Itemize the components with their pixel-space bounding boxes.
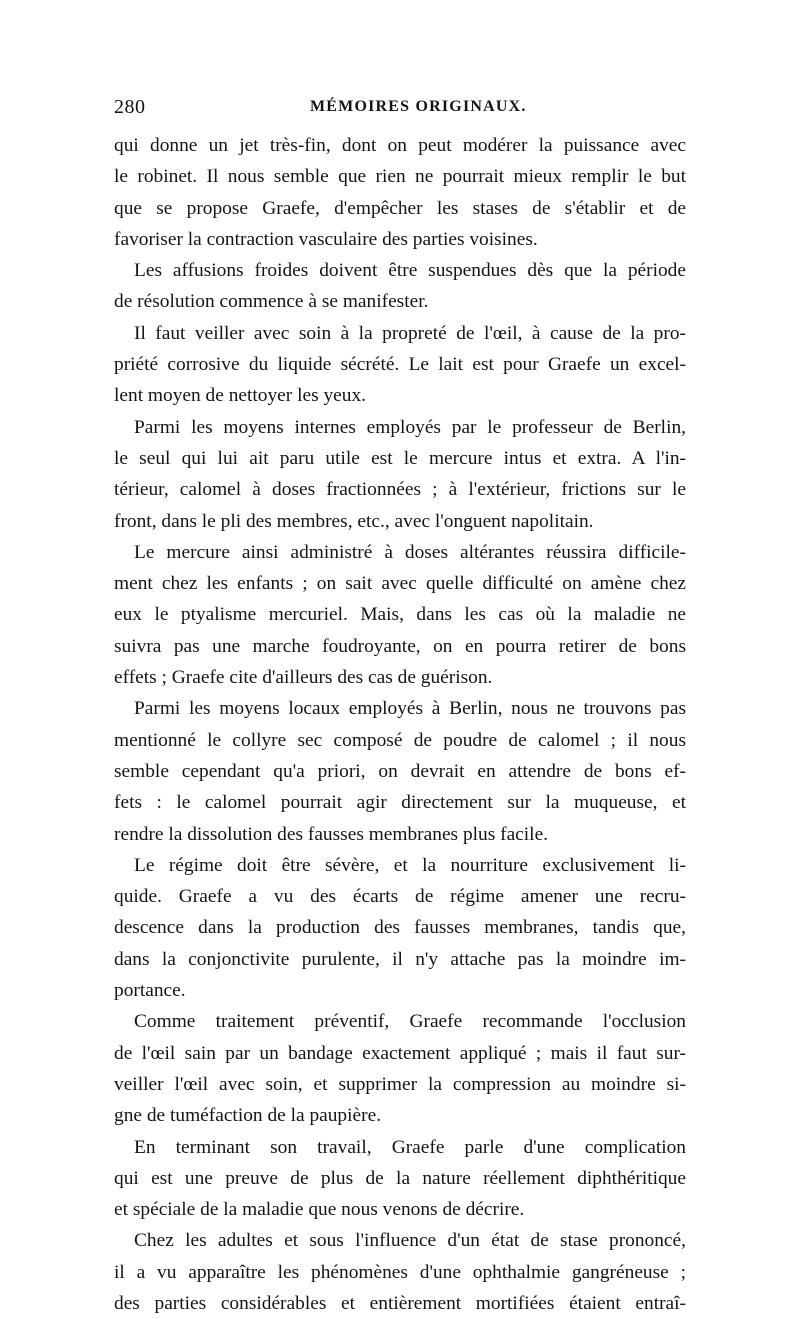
text-line: veiller l'œil avec soin, et supprimer la compression au moindre si-	[114, 1073, 686, 1095]
text-line: et spéciale de la maladie que nous venons de décrire.	[114, 1199, 525, 1221]
text-line: térieur, calomel à doses fractionnées ; à l'extérieur, frictions sur le	[114, 479, 686, 501]
text-line: le robinet. Il nous semble que rien ne pourrait mieux remplir le but	[114, 166, 686, 188]
text-line: Le régime doit être sévère, et la nourriture exclusivement li-	[134, 854, 686, 876]
text-line: Chez les adultes et sous l'influence d'un état de stase prononcé,	[134, 1230, 686, 1252]
text-line: rendre la dissolution des fausses membranes plus facile.	[114, 823, 549, 845]
text-line: priété corrosive du liquide sécrété. Le lait est pour Graefe un excel-	[114, 354, 686, 376]
text-line: ment chez les enfants ; on sait avec quelle difficulté on amène chez	[114, 573, 686, 595]
text-line: eux le ptyalisme mercuriel. Mais, dans les cas où la maladie ne	[114, 604, 686, 626]
text-line: front, dans le pli des membres, etc., avec l'onguent napolitain.	[114, 510, 594, 532]
text-line: Parmi les moyens internes employés par le professeur de Berlin,	[134, 416, 686, 438]
text-line: Les affusions froides doivent être suspendues dès que la période	[134, 260, 686, 282]
text-line: favoriser la contraction vasculaire des parties voisines.	[114, 228, 538, 250]
text-line: quide. Graefe a vu des écarts de régime amener une recru-	[114, 886, 686, 908]
text-line: portance.	[114, 980, 186, 1002]
text-line: qui est une preuve de plus de la nature réellement diphthéritique	[114, 1167, 686, 1189]
text-line: des parties considérables et entièrement mortifiées étaient entraî-	[114, 1292, 686, 1314]
text-line: lent moyen de nettoyer les yeux.	[114, 385, 367, 407]
text-line: il a vu apparaître les phénomènes d'une ophthalmie gangréneuse ;	[114, 1261, 686, 1283]
text-line: que se propose Graefe, d'empêcher les stases de s'établir et de	[114, 197, 686, 219]
text-line: En terminant son travail, Graefe parle d'une complication	[134, 1136, 686, 1158]
body-text	[114, 130, 686, 1319]
text-line: Comme traitement préventif, Graefe recommande l'occlusion	[134, 1011, 686, 1033]
page-header	[114, 96, 692, 124]
page-number: 280	[114, 96, 146, 118]
text-line: qui donne un jet très-fin, dont on peut modérer la puissance avec	[114, 135, 686, 156]
text-line: Parmi les moyens locaux employés à Berlin, nous ne trouvons pas	[134, 698, 686, 720]
text-line: suivra pas une marche foudroyante, on en pourra retirer de bons	[114, 635, 686, 657]
text-line: le seul qui lui ait paru utile est le mercure intus et extra. A l'in-	[114, 447, 686, 469]
text-line: Il faut veiller avec soin à la propreté de l'œil, à cause de la pro-	[134, 322, 686, 344]
text-line: de l'œil sain par un bandage exactement appliqué ; mais il faut sur-	[114, 1042, 686, 1064]
text-line: gne de tuméfaction de la paupière.	[114, 1105, 382, 1127]
text-line: Le mercure ainsi administré à doses altérantes réussira difficile-	[134, 541, 686, 563]
text-line: semble cependant qu'a priori, on devrait en attendre de bons ef-	[114, 760, 686, 782]
text-line: dans la conjonctivite purulente, il n'y attache pas la moindre im-	[114, 948, 686, 970]
text-line: fets : le calomel pourrait agir directement sur la muqueuse, et	[114, 792, 686, 814]
text-line: effets ; Graefe cite d'ailleurs des cas de guérison.	[114, 667, 493, 689]
text-line: mentionné le collyre sec composé de poudre de calomel ; il nous	[114, 729, 686, 751]
text-line: de résolution commence à se manifester.	[114, 291, 429, 313]
text-line: descence dans la production des fausses membranes, tandis que,	[114, 917, 686, 939]
running-head: MÉMOIRES ORIGINAUX.	[310, 98, 527, 115]
